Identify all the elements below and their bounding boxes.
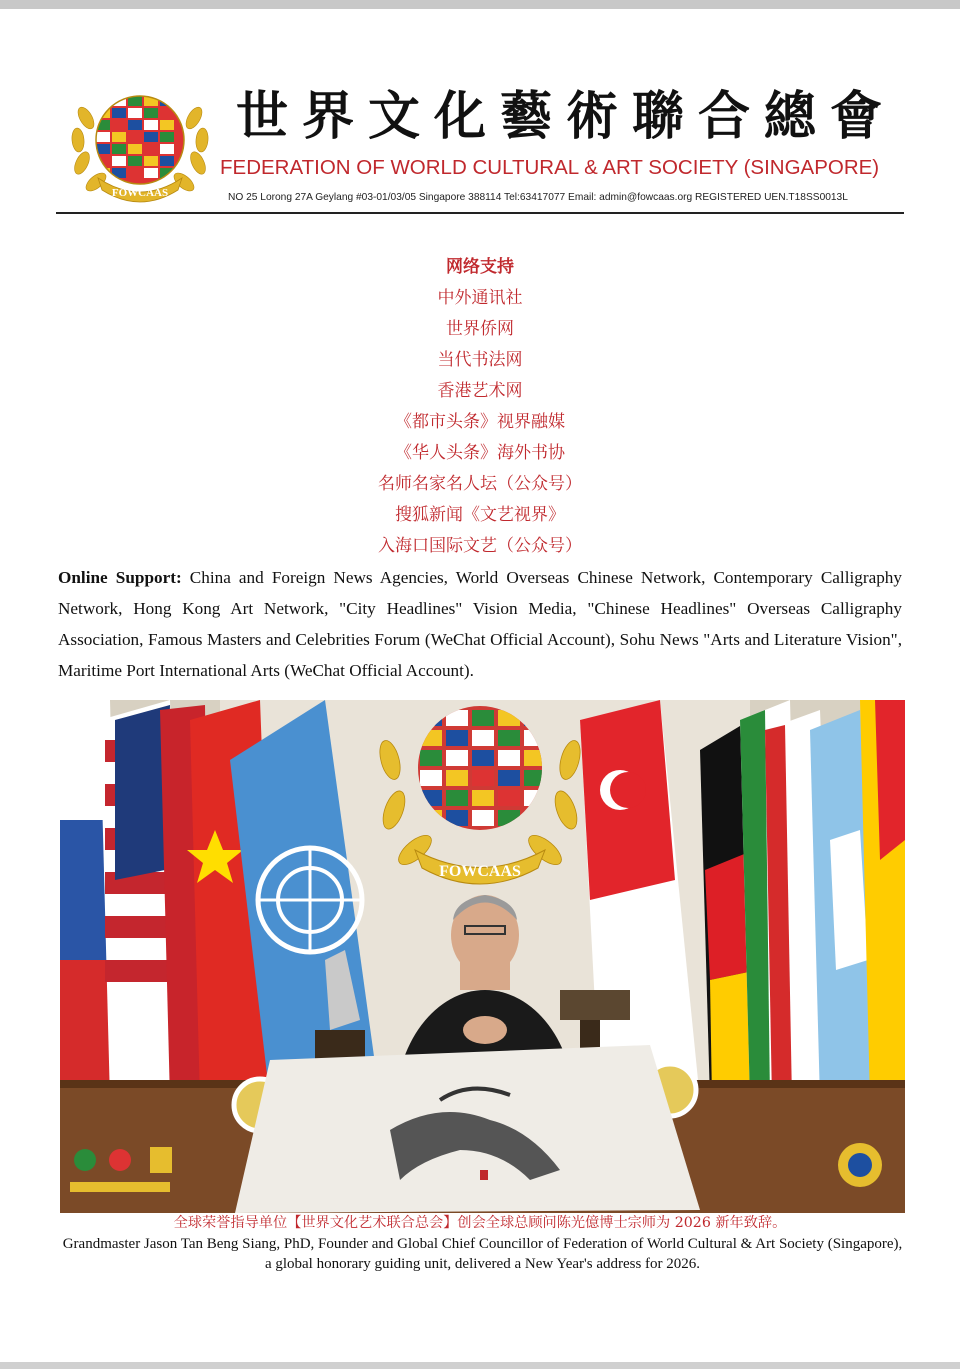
- address-photo: [60, 700, 905, 1213]
- online-support-paragraph: [58, 562, 902, 686]
- support-item: 搜狐新闻《文艺视界》: [395, 505, 565, 525]
- bottom-edge-bar: [0, 1362, 960, 1369]
- support-item: 《都市头条》视界融媒: [395, 412, 565, 432]
- support-item: 世界侨网: [446, 319, 514, 339]
- letterhead-title-en: FEDERATION OF WORLD CULTURAL & ART SOCIETY (SINGAPORE): [220, 156, 880, 179]
- logo-text: FOWCAAS: [111, 187, 169, 199]
- support-item: 香港艺术网: [437, 381, 523, 401]
- photo-caption-cn: 全球荣誉指导单位【世界文化艺术联合总会】创会全球总顾问陈光億博士宗师为 2026 新年致辞。: [173, 1215, 787, 1231]
- support-heading: 网络支持: [446, 257, 514, 277]
- support-item: 《华人头条》海外书协: [395, 443, 565, 463]
- support-item: 当代书法网: [437, 350, 523, 370]
- support-item: 名师名家名人坛（公众号）: [378, 474, 582, 494]
- fowcaas-logo: [64, 78, 216, 212]
- support-item: 入海口国际文艺（公众号）: [378, 536, 582, 556]
- online-support-label: Online Support:: [58, 568, 182, 587]
- top-edge-bar: [0, 0, 960, 9]
- photo-logo-text: FOWCAAS: [439, 863, 521, 880]
- support-item: 中外通讯社: [437, 288, 523, 308]
- online-support-list: [0, 252, 960, 562]
- photo-caption-en: Grandmaster Jason Tan Beng Siang, PhD, Founder and Global Chief Councillor of Federation of World Cultural & Art Society (Singapore), a global honorary guiding unit, delivered a New Year's address for 2026.: [62, 1236, 903, 1272]
- online-support-text: China and Foreign News Agencies, World Overseas Chinese Network, Contemporary Calligraphy Network, Hong Kong Art Network, "City Headlines" Vision Media, "Chinese Headlines" Overseas Calligraphy Association, Famous Masters and Celebrities Forum (WeChat Official Account), Sohu News "Arts and Literature Vision", Maritime Port International Arts (WeChat Official Account).: [58, 568, 902, 680]
- letterhead-title-cn: 世界文化藝術聯合總會: [236, 86, 897, 147]
- letterhead-address: NO 25 Lorong 27A Geylang #03-01/03/05 Singapore 388114 Tel:63417077 Email: admin@fowcaas.org REGISTERED UEN.T18SS0013L: [228, 192, 848, 203]
- letterhead-divider: [56, 212, 904, 214]
